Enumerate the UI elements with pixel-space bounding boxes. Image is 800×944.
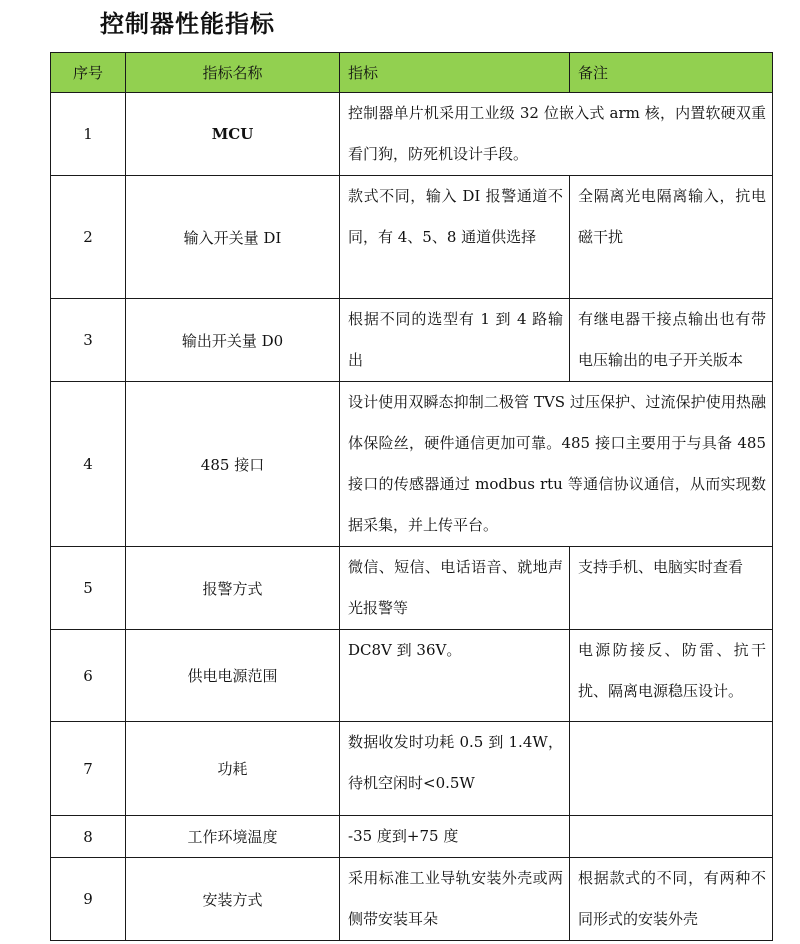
- row-name: 报警方式: [126, 547, 340, 630]
- row-name: 工作环境温度: [126, 816, 340, 858]
- row-remark: 支持手机、电脑实时查看: [570, 547, 773, 630]
- table-row: [51, 299, 773, 382]
- row-name: 功耗: [126, 722, 340, 816]
- row-name: 485 接口: [126, 382, 340, 547]
- row-name: 供电电源范围: [126, 630, 340, 722]
- page-title: 控制器性能指标: [100, 10, 275, 38]
- row-serial: 7: [51, 722, 126, 816]
- row-remark: [570, 816, 773, 858]
- table-row: [51, 858, 773, 941]
- row-serial: 4: [51, 382, 126, 547]
- table-row: [51, 547, 773, 630]
- row-indicator: 根据不同的选型有 1 到 4 路输出: [340, 299, 570, 382]
- row-indicator: 数据收发时功耗 0.5 到 1.4W，待机空闲时<0.5W: [340, 722, 570, 816]
- row-name: 输入开关量 DI: [126, 176, 340, 299]
- table-row: [51, 722, 773, 816]
- row-remark: 电源防接反、防雷、抗干扰、隔离电源稳压设计。: [570, 630, 773, 722]
- row-serial: 6: [51, 630, 126, 722]
- row-remark: 有继电器干接点输出也有带电压输出的电子开关版本: [570, 299, 773, 382]
- row-serial: 3: [51, 299, 126, 382]
- header-remark: 备注: [570, 53, 773, 93]
- row-indicator: DC8V 到 36V。: [340, 630, 570, 722]
- table-header-row: [51, 53, 773, 93]
- row-name: 输出开关量 D0: [126, 299, 340, 382]
- row-serial: 8: [51, 816, 126, 858]
- spec-table: [50, 52, 773, 941]
- row-indicator: 款式不同，输入 DI 报警通道不同，有 4、5、8 通道供选择: [340, 176, 570, 299]
- table-row: [51, 630, 773, 722]
- table-row: [51, 382, 773, 547]
- row-indicator: 设计使用双瞬态抑制二极管 TVS 过压保护、过流保护使用热融体保险丝，硬件通信更加可靠。485 接口主要用于与具备 485 接口的传感器通过 modbus rtu 等通信协议通信，从而实现数据采集，并上传平台。: [340, 382, 773, 547]
- row-name: 安装方式: [126, 858, 340, 941]
- row-serial: 9: [51, 858, 126, 941]
- row-indicator: 微信、短信、电话语音、就地声光报警等: [340, 547, 570, 630]
- header-serial: 序号: [51, 53, 126, 93]
- row-indicator: 控制器单片机采用工业级 32 位嵌入式 arm 核，内置软硬双重看门狗，防死机设计手段。: [340, 93, 773, 176]
- row-remark: 根据款式的不同，有两种不同形式的安装外壳: [570, 858, 773, 941]
- row-remark: [570, 722, 773, 816]
- table-row: [51, 93, 773, 176]
- row-indicator: -35 度到+75 度: [340, 816, 570, 858]
- row-indicator: 采用标准工业导轨安装外壳或两侧带安装耳朵: [340, 858, 570, 941]
- row-serial: 5: [51, 547, 126, 630]
- row-remark: 全隔离光电隔离输入，抗电磁干扰: [570, 176, 773, 299]
- row-name: MCU: [126, 93, 340, 176]
- table-row: [51, 816, 773, 858]
- row-serial: 2: [51, 176, 126, 299]
- table-row: [51, 176, 773, 299]
- header-indicator: 指标: [340, 53, 570, 93]
- header-name: 指标名称: [126, 53, 340, 93]
- row-serial: 1: [51, 93, 126, 176]
